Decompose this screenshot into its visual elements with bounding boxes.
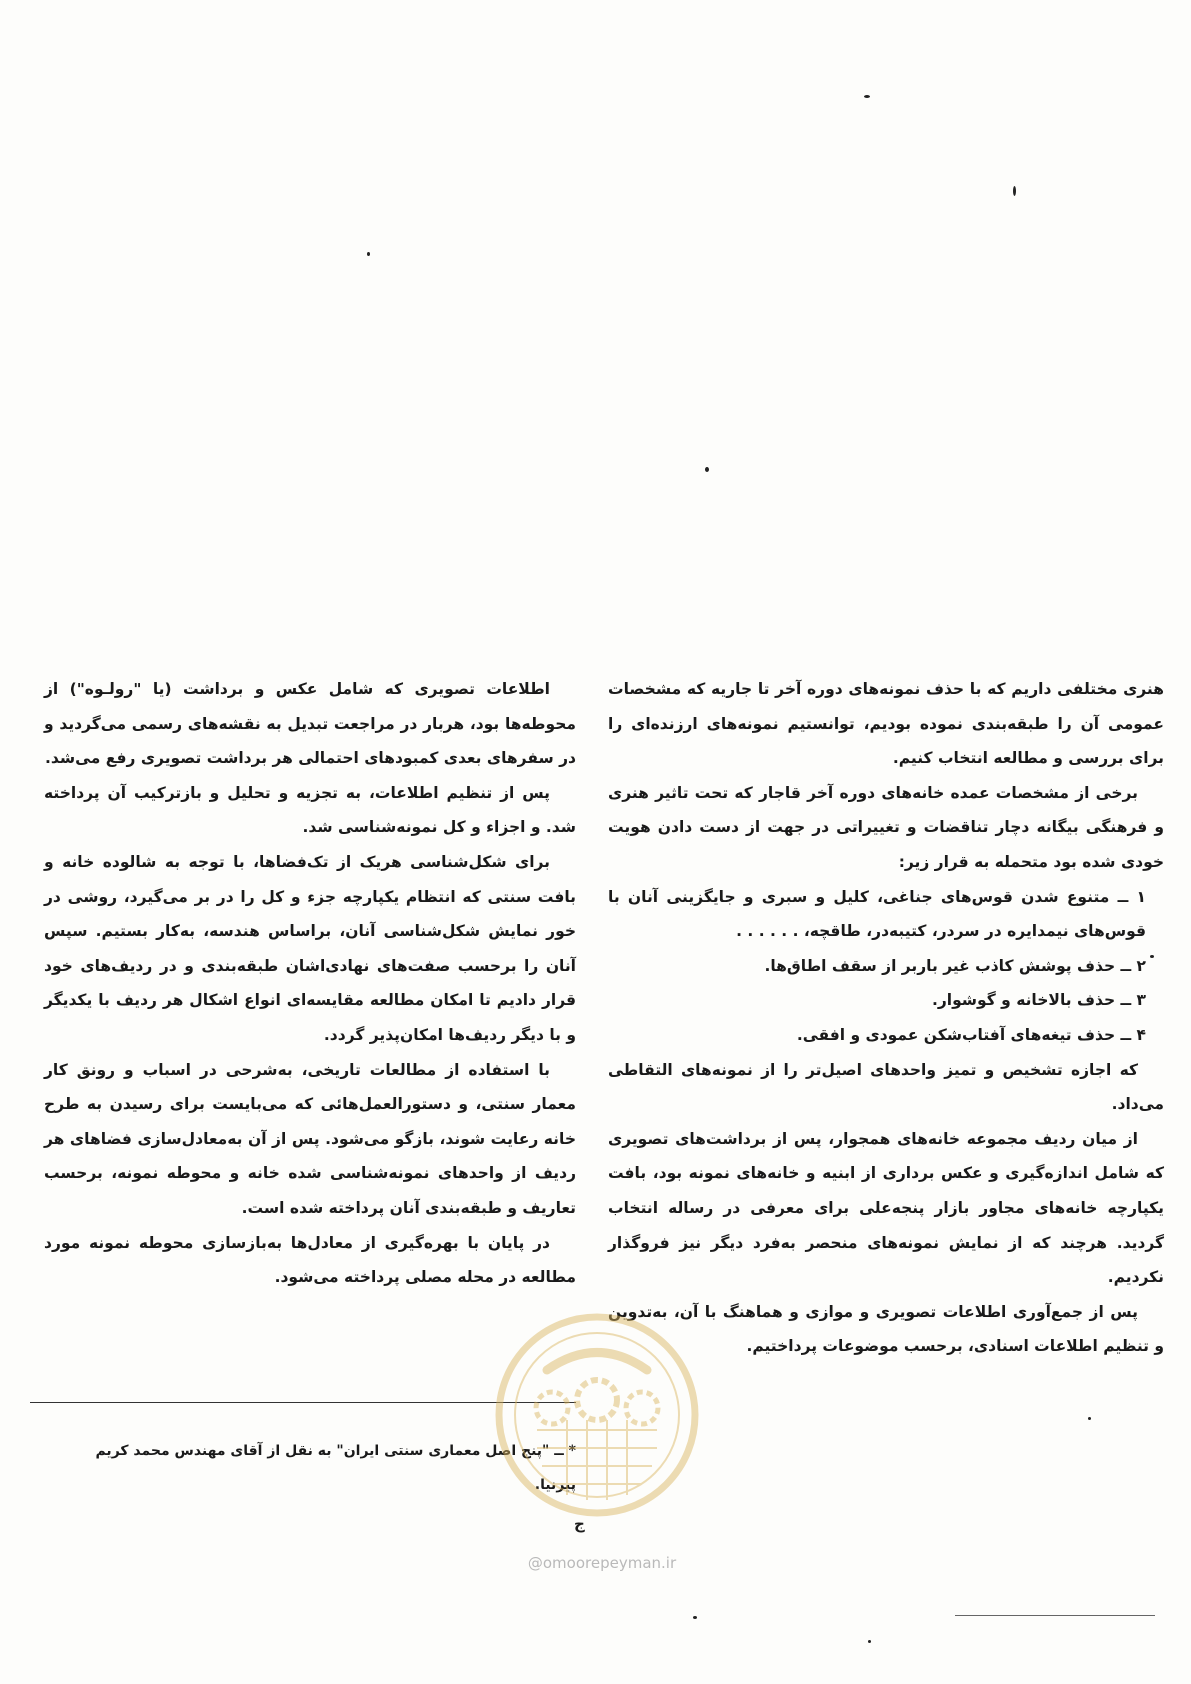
scan-speck [367,252,370,256]
scan-speck [693,1616,697,1619]
watermark-url: @omoorepeyman.ir [527,1554,677,1572]
paragraph: که اجازه تشخیص و تمیز واحدهای اصیل‌تر را از نمونه‌های التقاطی می‌داد. [608,1060,1164,1114]
scan-speck [868,1640,871,1643]
left-column [44,672,576,1295]
decorative-divider [955,1615,1155,1616]
scan-speck [705,467,709,472]
list-item: ۳ ــ حذف بالاخانه و گوشوار. [931,991,1146,1010]
scan-speck [1150,955,1154,958]
list-item: ۱ ــ متنوع شدن قوس‌های جناغی، کلیل و سبری و جایگزینی آنان با قوس‌های نیمدایره در سردر، کتیبه‌در، طاقچه، . . . . . . [608,887,1146,941]
paragraph: با استفاده از مطالعات تاریخی، به‌شرحی در اسباب و رونق کار معمار سنتی، و دستورالعمل‌هائی که می‌بایست برای رسیدن به طرح خانه رعایت شوند، بازگو می‌شود. پس از آن به‌معادل‌سازی فضاهای هر ردیف از واحدهای نمونه‌شناسی شده خانه و محوطه نمونه، برحسب تعاریف و طبقه‌بندی آنان پرداخته شده است. [44,1060,576,1217]
paragraph: از میان ردیف مجموعه خانه‌های همجوار، پس از برداشت‌های تصویری که شامل اندازه‌گیری و عکس برداری از ابنیه و خانه‌های نمونه بود، بافت یکپارچه خانه‌های مجاور بازار پنجه‌علی برای معرفی در رساله انتخاب گردید. هرچند که از نمایش نمونه‌های منحصر به‌فرد دیگر نیز فروگذار نکردیم. [608,1129,1164,1287]
paragraph: پس از تنظیم اطلاعات، به تجزیه و تحلیل و بازترکیب آن پرداخته شد. و اجزاء و کل نمونه‌شناسی شد. [44,783,576,837]
paragraph: برای شکل‌شناسی هریک از تک‌فضاها، با توجه به شالوده خانه و بافت سنتی که انتظام یکپارچه جزء و کل را در بر می‌گیرد، روشی در خور نمایش شکل‌شناسی آنان، براساس هندسه، به‌کار بستیم. سپس آنان را برحسب صفت‌های نهادی‌اشان طبقه‌بندی و در ردیف‌های خود قرار دادیم تا امکان مطالعه مقایسه‌ای انواع اشکال هر ردیف با یکدیگر و با دیگر ردیف‌ها امکان‌پذیر گردد. [44,852,576,1044]
scan-speck [1013,186,1016,196]
watermark-seal-icon [492,1310,702,1520]
list-item: ۲ ــ حذف پوشش کاذب غیر باربر از سقف اطاق‌ها. [764,956,1146,975]
right-column [608,672,1164,1364]
paragraph: برخی از مشخصات عمده خانه‌های دوره آخر قاجار که تحت تاثیر هنری و فرهنگی بیگانه دچار تناقضات و تغییراتی در جهت از دست دادن هویت خودی شده بود متحمله به قرار زیر: [608,783,1164,871]
paragraph: در پایان با بهره‌گیری از معادل‌ها به‌بازسازی محوطه نمونه مورد مطالعه در محله مصلی پرداخته می‌شود. [44,1233,576,1287]
list-item: ۴ ــ حذف تیغه‌های آفتاب‌شکن عمودی و افقی. [796,1025,1146,1044]
page-number: ج [574,1515,585,1533]
scan-speck [1088,1417,1091,1420]
paragraph: هنری مختلفی داریم که با حذف نمونه‌های دوره آخر تا جاریه که مشخصات عمومی آن را طبقه‌بندی نموده بودیم، توانستیم نمونه‌های ارزنده‌ای را برای بررسی و مطالعه انتخاب کنیم. [608,680,1164,768]
paragraph: پس از جمع‌آوری اطلاعات تصویری و موازی و هماهنگ با آن، به‌تدوین و تنظیم اطلاعات اسنادی، برحسب موضوعات پرداختیم. [608,1302,1164,1356]
scan-speck [864,95,870,98]
footnote-line: * ــ "پنج اصل معماری سنتی ایران" به نقل از آقای مهندس محمد کریم پیرنیا. [95,1443,576,1493]
paragraph: اطلاعات تصویری که شامل عکس و برداشت (یا "رولـوه") از محوطه‌ها بود، هربار در مراجعت تبدیل به نقشه‌های رسمی می‌گردید و در سفرهای بعدی کمبودهای احتمالی هر برداشت تصویری رفع می‌شد. [44,680,576,768]
